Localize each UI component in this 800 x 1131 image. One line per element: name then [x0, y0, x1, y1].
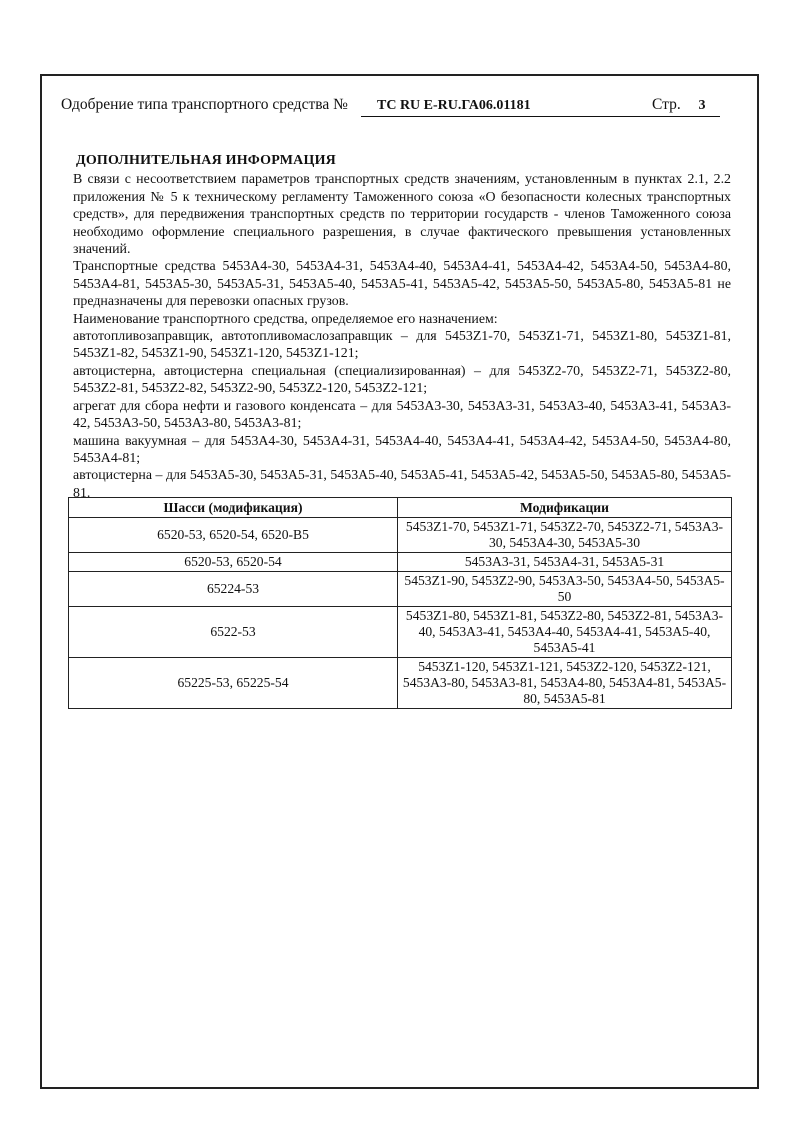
- modifications-cell: 5453Z1-70, 5453Z1-71, 5453Z2-70, 5453Z2-71, 5453А3-30, 5453А4-30, 5453А5-30: [398, 518, 732, 553]
- table-row: [69, 607, 732, 658]
- modifications-cell: 5453А3-31, 5453А4-31, 5453А5-31: [398, 553, 732, 572]
- document-body: [73, 152, 731, 502]
- paragraph: машина вакуумная – для 5453А4-30, 5453А4-31, 5453А4-40, 5453А4-41, 5453А4-42, 5453А4-50, 5453А4-80, 5453А4-81;: [73, 433, 731, 466]
- table-row: [69, 572, 732, 607]
- chassis-cell: 6522-53: [69, 607, 398, 658]
- page-label: Стр.: [652, 96, 681, 113]
- page-header: [61, 96, 731, 120]
- paragraph: Наименование транспортного средства, определяемое его назначением:: [73, 311, 498, 327]
- table-row: [69, 658, 732, 709]
- chassis-cell: 6520-53, 6520-54, 6520-В5: [69, 518, 398, 553]
- modifications-column-header: Модификации: [398, 498, 732, 518]
- section-title: ДОПОЛНИТЕЛЬНАЯ ИНФОРМАЦИЯ: [76, 153, 336, 168]
- table-header-row: [69, 498, 732, 518]
- paragraph: автотопливозаправщик, автотопливомаслозаправщик – для 5453Z1-70, 5453Z1-71, 5453Z1-80, 5453Z1-81, 5453Z1-82, 5453Z1-90, 5453Z1-120, 5453Z1-121;: [73, 329, 731, 362]
- chassis-cell: 65224-53: [69, 572, 398, 607]
- modifications-cell: 5453Z1-90, 5453Z2-90, 5453А3-50, 5453А4-50, 5453А5-50: [398, 572, 732, 607]
- paragraph: автоцистерна – для 5453А5-30, 5453А5-31, 5453А5-40, 5453А5-41, 5453А5-42, 5453А5-50, 5453А5-80, 5453А5-81.: [73, 468, 731, 501]
- table-row: [69, 553, 732, 572]
- modifications-table: [68, 497, 732, 709]
- paragraph: агрегат для сбора нефти и газового конденсата – для 5453А3-30, 5453А3-31, 5453А3-40, 5453А3-41, 5453А3-42, 5453А3-50, 5453А3-80, 5453А3-81;: [73, 398, 731, 432]
- approval-label: Одобрение типа транспортного средства №: [61, 96, 348, 113]
- modifications-cell: 5453Z1-80, 5453Z1-81, 5453Z2-80, 5453Z2-81, 5453А3-40, 5453А3-41, 5453А4-40, 5453А4-41, 5453А5-40, 5453А5-41: [398, 607, 732, 658]
- chassis-cell: 6520-53, 6520-54: [69, 553, 398, 572]
- paragraph: Транспортные средства 5453А4-30, 5453А4-31, 5453А4-40, 5453А4-41, 5453А4-42, 5453А4-50, 5453А4-80, 5453А4-81, 5453А5-30, 5453А5-31, 5453А5-40, 5453А5-41, 5453А5-42, 5453А5-50, 5453А5-80, 5453А5-81 не предназначены для перевозки опасных грузов.: [73, 259, 731, 310]
- approval-number: ТС RU E-RU.ГА06.01181: [361, 96, 689, 117]
- modifications-cell: 5453Z1-120, 5453Z1-121, 5453Z2-120, 5453Z2-121, 5453А3-80, 5453А3-81, 5453А4-80, 5453А4-81, 5453А5-80, 5453А5-81: [398, 658, 732, 709]
- table-row: [69, 518, 732, 553]
- chassis-cell: 65225-53, 65225-54: [69, 658, 398, 709]
- page-number: 3: [684, 96, 720, 117]
- paragraph: В связи с несоответствием параметров транспортных средств значениям, установленным в пунктах 2.1, 2.2 приложения № 5 к техническому регламенту Таможенного союза «О безопасности колесных транспортных средств», для передвижения транспортных средств по территории государств - членов Таможенного союза необходимо оформление специального разрешения, в случае фактического превышения установленных значений.: [73, 172, 731, 258]
- paragraph: автоцистерна, автоцистерна специальная (специализированная) – для 5453Z2-70, 5453Z2-71, 5453Z2-80, 5453Z2-81, 5453Z2-82, 5453Z2-90, 5453Z2-120, 5453Z2-121;: [73, 363, 731, 397]
- chassis-column-header: Шасси (модификация): [69, 498, 398, 518]
